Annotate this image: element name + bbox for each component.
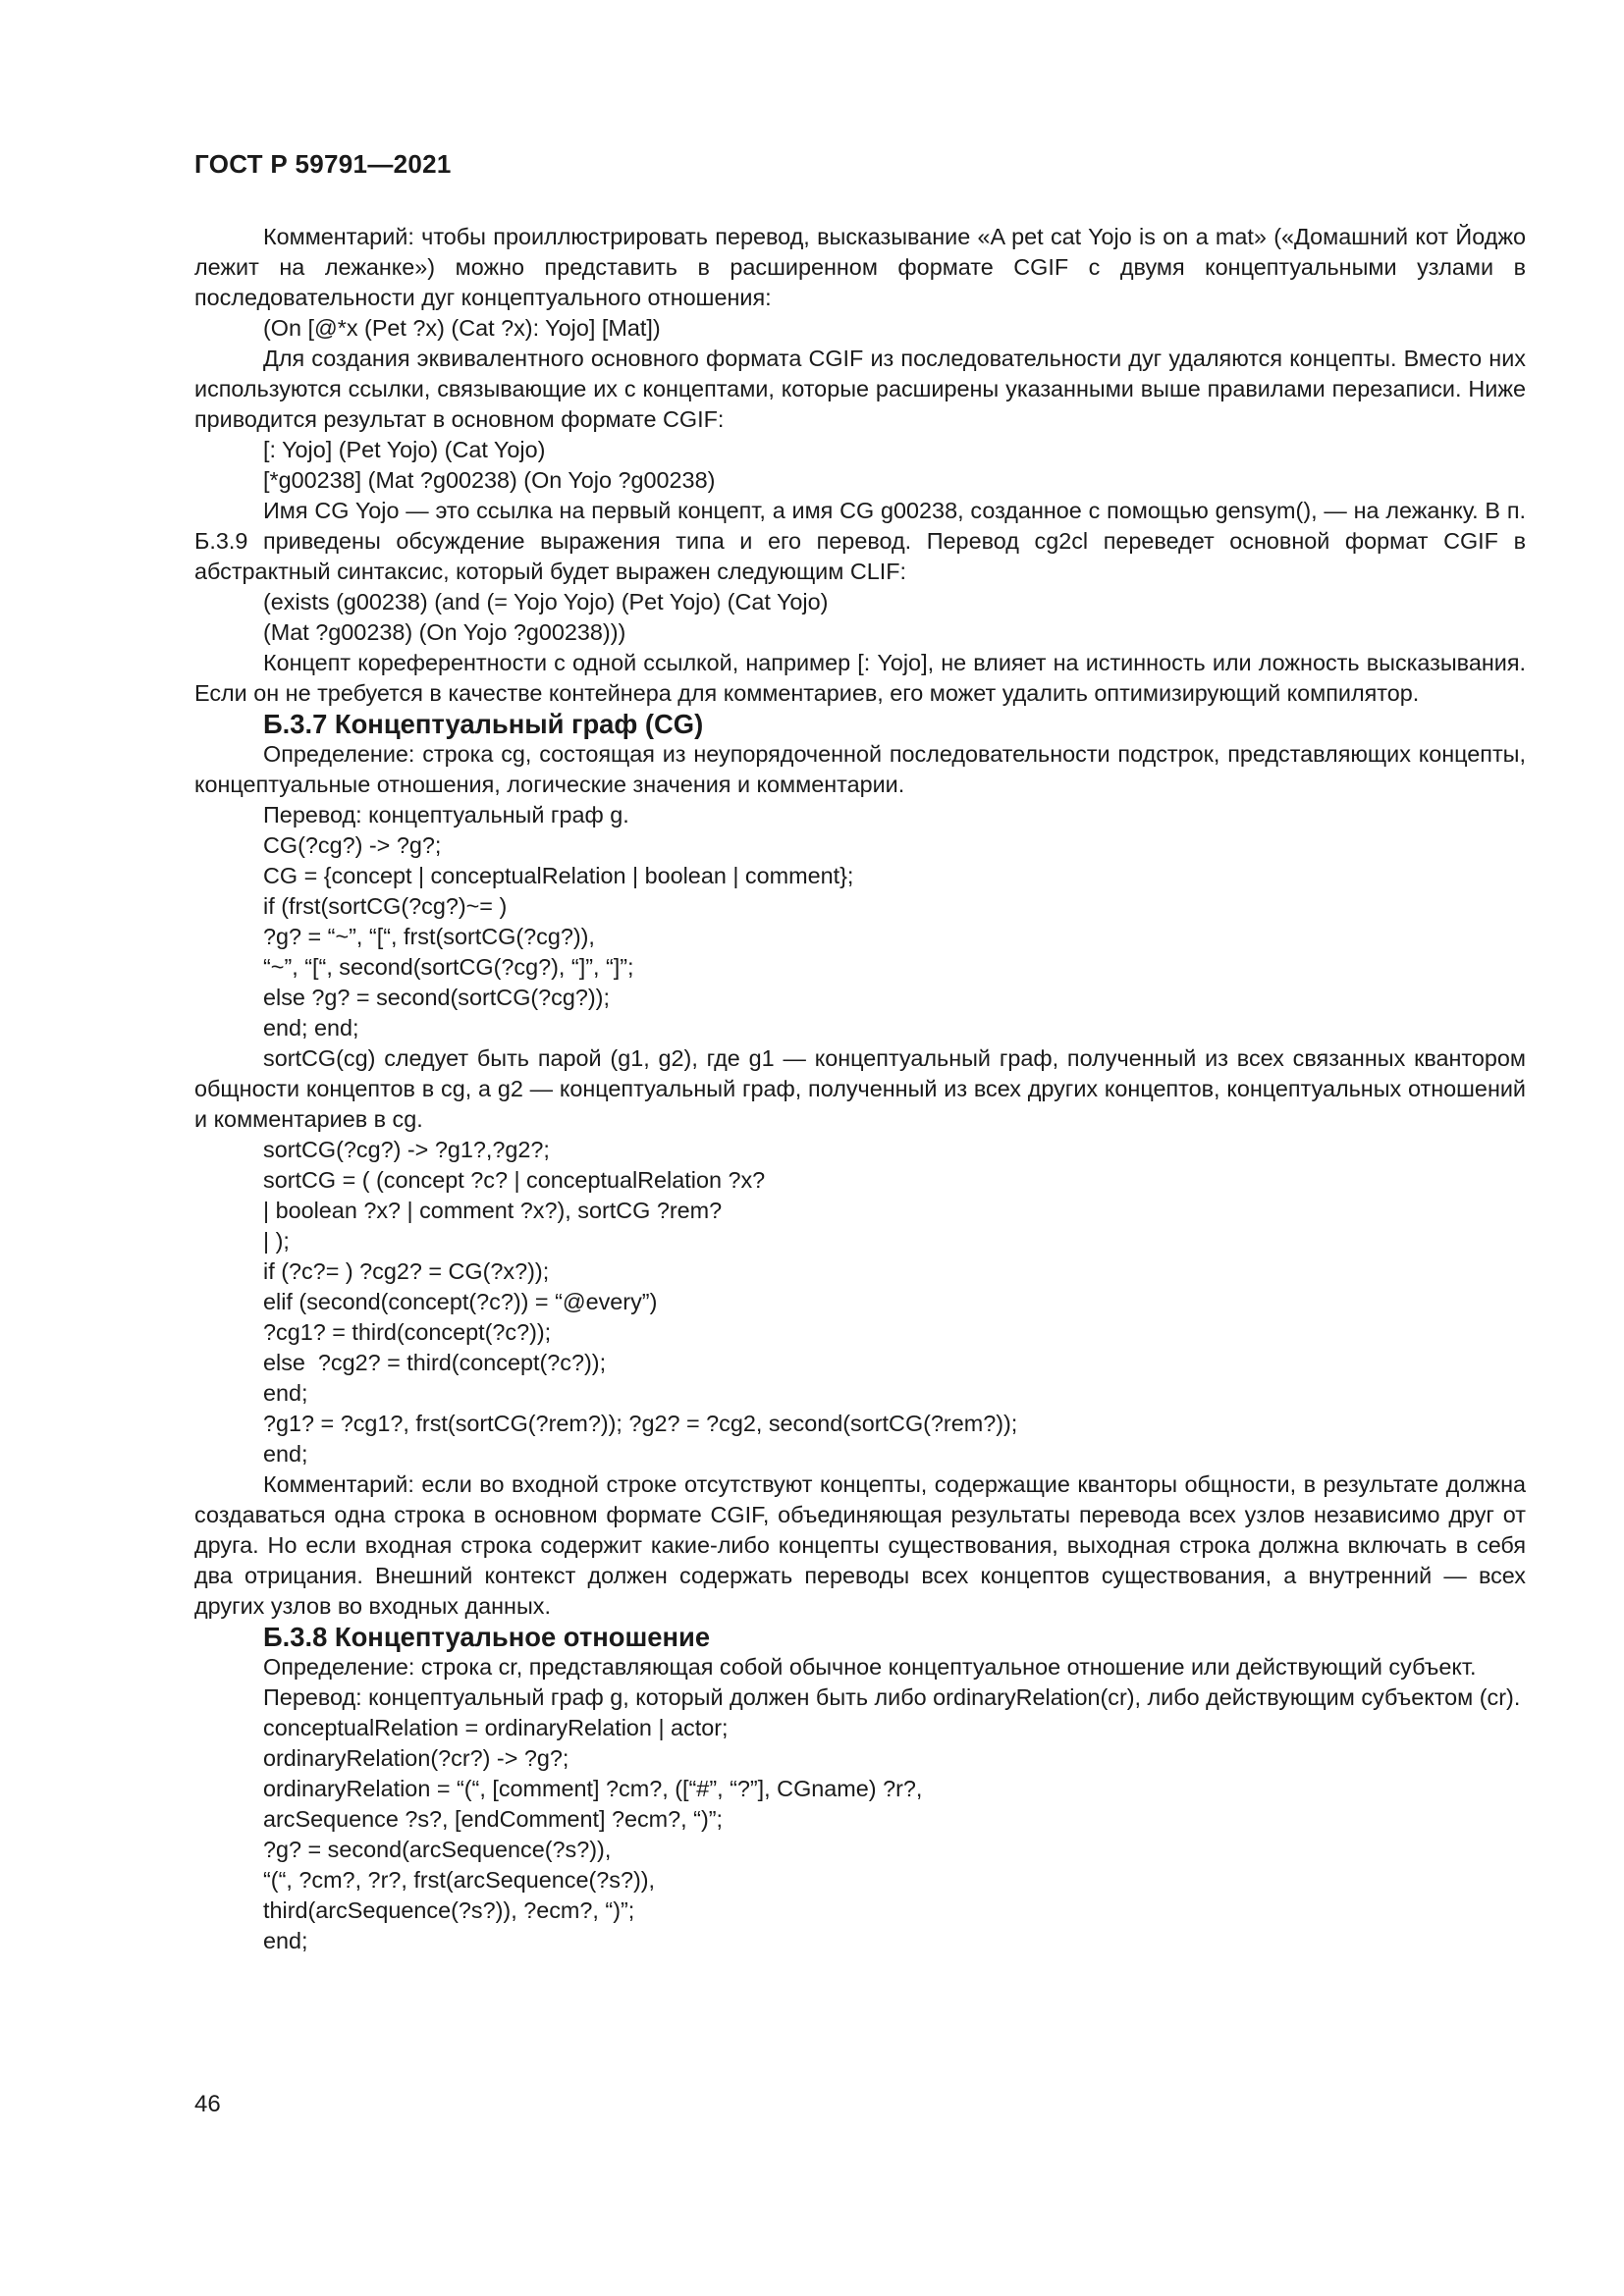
- code-line: arcSequence ?s?, [endComment] ?ecm?, “)”;: [263, 1806, 724, 1832]
- code-line: else ?cg2? = third(concept(?c?));: [263, 1350, 607, 1375]
- paragraph: Комментарий: чтобы проиллюстрировать перевод, высказывание «A pet cat Yojo is on a mat» («Домашний кот Йоджо лежит на лежанке») можно представить в расширенном формате CGIF с двумя концептуальными узлами в последовательности дуг концептуального отношения:: [194, 224, 1526, 310]
- paragraph: Концепт кореферентности с одной ссылкой, например [: Yojo], не влияет на истинность или ложность высказывания. Если он не требуется в качестве контейнера для комментариев, его может удалить оптимизирующий компилятор.: [194, 650, 1526, 706]
- code-line: if (?c?= ) ?cg2? = CG(?x?));: [263, 1258, 550, 1284]
- code-line: | boolean ?x? | comment ?x?), sortCG ?rem?: [263, 1198, 723, 1223]
- paragraph: Определение: строка cg, состоящая из неупорядоченной последовательности подстрок, представляющих концепты, концептуальные отношения, логические значения и комментарии.: [194, 741, 1526, 797]
- code-line: end; end;: [263, 1015, 359, 1041]
- code-line: (Mat ?g00238) (On Yojo ?g00238))): [263, 619, 626, 645]
- code-line: “(“, ?cm?, ?r?, frst(arcSequence(?s?)),: [263, 1867, 656, 1893]
- code-line: end;: [263, 1441, 308, 1467]
- paragraph: Комментарий: если во входной строке отсутствуют концепты, содержащие кванторы общности, в результате должна создаваться одна строка в основном формате CGIF, объединяющая результаты перевода всех узлов независимо друг от друга. Но если входная строка содержит какие-либо концепты существования, выходная строка должна включать в себя два отрицания. Внешний контекст должен содержать переводы всех концептов существования, а внутренний — всех других узлов во входных данных.: [194, 1471, 1526, 1619]
- code-line: “~”, “[“, second(sortCG(?cg?), “]”, “]”;: [263, 954, 634, 980]
- code-line: ?g? = “~”, “[“, frst(sortCG(?cg?)),: [263, 924, 595, 949]
- code-line: ?cg1? = third(concept(?c?));: [263, 1319, 552, 1345]
- code-line: end;: [263, 1380, 308, 1406]
- paragraph: Перевод: концептуальный граф g, который должен быть либо ordinaryRelation(cr), либо действующим субъектом (cr).: [263, 1684, 1521, 1710]
- code-line: sortCG(?cg?) -> ?g1?,?g2?;: [263, 1137, 550, 1162]
- page-header-standard: ГОСТ Р 59791—2021: [194, 149, 452, 179]
- code-line: Перевод: концептуальный граф g.: [263, 802, 629, 828]
- code-line: elif (second(concept(?c?)) = “@every”): [263, 1289, 658, 1314]
- code-line: if (frst(sortCG(?cg?)~= ): [263, 893, 508, 919]
- code-line: conceptualRelation = ordinaryRelation | actor;: [263, 1715, 729, 1740]
- paragraph: sortCG(cg) следует быть парой (g1, g2), где g1 — концептуальный граф, полученный из всех связанных квантором общности концептов в cg, а g2 — концептуальный граф, полученный из всех других концептов, концептуальных отношений и комментариев в cg.: [194, 1045, 1526, 1132]
- code-line: third(arcSequence(?s?)), ?ecm?, “)”;: [263, 1897, 635, 1923]
- code-line: CG = {concept | conceptualRelation | boolean | comment};: [263, 863, 854, 888]
- document-body: [194, 222, 1526, 1956]
- code-line: | );: [263, 1228, 290, 1254]
- paragraph: Для создания эквивалентного основного формата CGIF из последовательности дуг удаляются концепты. Вместо них используются ссылки, связывающие их с концептами, которые расширены указанными выше правилами перезаписи. Ниже приводится результат в основном формате CGIF:: [194, 346, 1526, 432]
- paragraph: Имя CG Yojo — это ссылка на первый концепт, а имя CG g00238, созданное с помощью gensym(), — на лежанку. В п. Б.3.9 приведены обсуждение выражения типа и его перевод. Перевод cg2cl переведет основной формат CGIF в абстрактный синтаксис, который будет выражен следующим CLIF:: [194, 498, 1526, 584]
- code-line: ordinaryRelation(?cr?) -> ?g?;: [263, 1745, 569, 1771]
- code-line: [*g00238] (Mat ?g00238) (On Yojo ?g00238): [263, 467, 716, 493]
- paragraph: Определение: строка cr, представляющая собой обычное концептуальное отношение или действующий субъект.: [263, 1654, 1477, 1680]
- page-number: 46: [194, 2091, 221, 2117]
- code-line: end;: [263, 1928, 308, 1953]
- code-line: sortCG = ( (concept ?c? | conceptualRelation ?x?: [263, 1167, 766, 1193]
- section-heading: Б.3.7 Концептуальный граф (CG): [263, 709, 704, 739]
- code-line: ordinaryRelation = “(“, [comment] ?cm?, ([“#”, “?”], CGname) ?r?,: [263, 1776, 923, 1801]
- code-line: (On [@*x (Pet ?x) (Cat ?x): Yojo] [Mat]): [263, 315, 661, 341]
- code-line: else ?g? = second(sortCG(?cg?));: [263, 985, 610, 1010]
- code-line: CG(?cg?) -> ?g?;: [263, 832, 442, 858]
- code-line: ?g? = second(arcSequence(?s?)),: [263, 1837, 612, 1862]
- code-line: (exists (g00238) (and (= Yojo Yojo) (Pet Yojo) (Cat Yojo): [263, 589, 829, 614]
- code-line: ?g1? = ?cg1?, frst(sortCG(?rem?)); ?g2? = ?cg2, second(sortCG(?rem?));: [263, 1411, 1018, 1436]
- section-heading: Б.3.8 Концептуальное отношение: [263, 1622, 711, 1652]
- code-line: [: Yojo] (Pet Yojo) (Cat Yojo): [263, 437, 546, 462]
